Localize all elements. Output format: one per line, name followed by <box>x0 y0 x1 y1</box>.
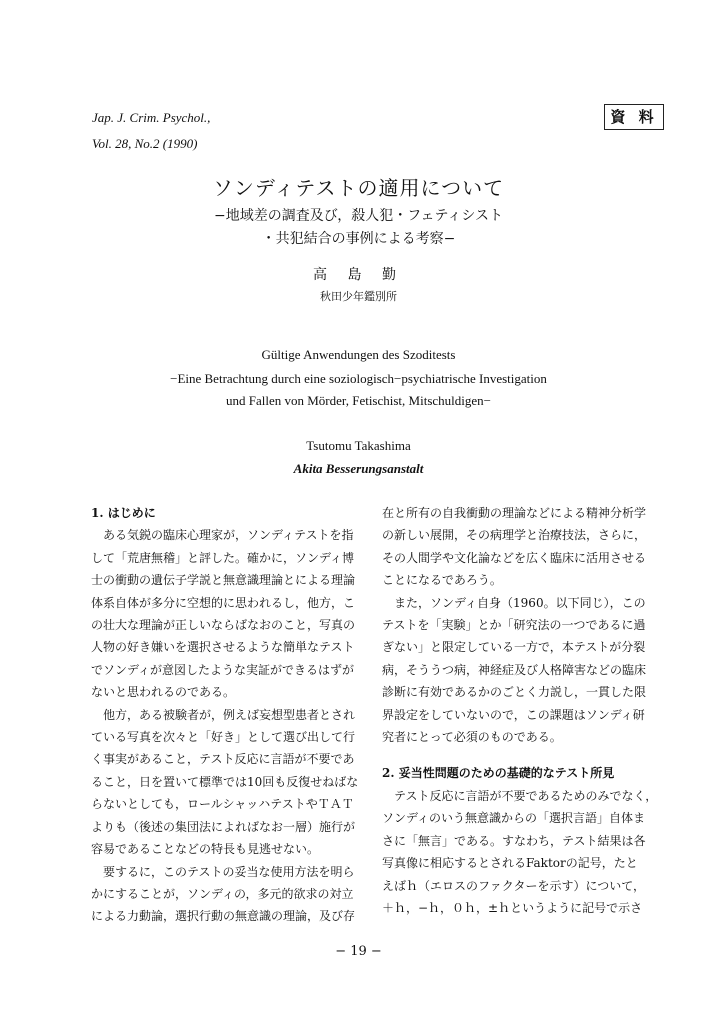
english-affiliation: Akita Besserungsanstalt <box>293 461 424 476</box>
text-line: ことになるであろう。 <box>382 573 502 588</box>
text-line: また，ソンディ自身（1960。以下同じ），この <box>382 595 646 610</box>
journal-name: Jap. J. Crim. Psychol., <box>92 110 211 125</box>
subtitle-line-1: −地域差の調査及び，殺人犯・フェティシスト <box>214 208 503 224</box>
left-column-body <box>91 524 367 927</box>
author-name: 高 島 勤 <box>313 267 404 283</box>
text-line: 写真像に相応するとされるFaktorの記号，たと <box>382 856 638 871</box>
page-number: − 19 − <box>335 944 382 959</box>
text-line: らないとしても，ロールシャッハテストやＴＡＴ <box>91 797 354 812</box>
right-column-body-a <box>382 502 658 748</box>
text-line: えばｈ（エロスのファクターを示す）について， <box>382 878 646 893</box>
text-line: テスト反応に言語が不要であるためのみでなく， <box>382 788 658 803</box>
text-line: の壮大な理論が正しいならばなおのこと，写真の <box>91 618 356 633</box>
text-line: 在と所有の自我衝動の理論などによる精神分析学 <box>382 506 647 520</box>
text-line: その人間学や文化論などを広く臨床に活用させる <box>382 550 647 565</box>
text-line: ている写真を次々と「好き」として選び出して行 <box>91 730 356 745</box>
subtitle-line-2: ・共犯結合の事例による考察− <box>261 231 456 247</box>
paper-title: ソンディテストの適用について <box>212 176 505 200</box>
author-affiliation: 秋田少年鑑別所 <box>320 290 397 303</box>
section-heading-1: 1. はじめに <box>91 506 156 520</box>
text-line: ぎない」と限定している一方で，本テストが分裂 <box>382 640 646 655</box>
text-line: 他方，ある被験者が，例えば妄想型患者とされ <box>91 707 356 722</box>
english-author-name: Tsutomu Takashima <box>306 438 411 453</box>
text-line: 要するに，このテストの妥当な使用方法を明ら <box>91 864 355 879</box>
right-column <box>382 502 658 919</box>
journal-volume: Vol. 28, No.2 (1990) <box>92 136 198 151</box>
text-line: 病，そううつ病，神経症及び人格障害などの臨床 <box>382 662 647 677</box>
text-line: かにすることが，ソンディの，多元的欲求の対立 <box>91 886 354 901</box>
text-line: ること，日を置いて標準では10回も反復せねばな <box>91 774 359 789</box>
text-line: テストを「実験」とか「研究法の一つであるに過 <box>382 618 646 633</box>
german-title-line-1: Gültige Anwendungen des Szoditests <box>261 347 456 362</box>
text-line: の新しい展開，その病理学と治療技法，さらに， <box>382 528 647 543</box>
text-line: ＋ｈ，−ｈ，０ｈ，±ｈというように記号で示さ <box>382 900 643 915</box>
text-line: ないと思われるのである。 <box>91 685 236 700</box>
text-line: 究者にとって必須のものである。 <box>382 730 562 745</box>
text-line: 人物の好き嫌いを選択させるような簡単なテスト <box>91 640 355 655</box>
text-line: 診断に有効であるかのごとく力説し，一貫した限 <box>382 685 647 700</box>
text-line: して「荒唐無稽」と評した。確かに，ソンディ博 <box>91 550 355 565</box>
text-line: さに「無言」である。すなわち，テスト結果は各 <box>382 833 646 848</box>
text-line: 体系自体が多分に空想的に思われるし，他方，こ <box>91 595 356 610</box>
text-line: 士の衝動の遺伝子学説と無意識理論とによる理論 <box>91 573 356 588</box>
text-line: ある気鋭の臨床心理家が，ソンディテストを指 <box>91 528 354 543</box>
text-line: ソンディのいう無意識からの「選択言語」自体ま <box>382 811 646 826</box>
text-line: による力動論，選択行動の無意識の理論，及び存 <box>91 909 356 924</box>
left-column <box>91 502 367 928</box>
right-column-body-b <box>382 785 658 919</box>
section-heading-2: 2. 妥当性問題のための基礎的なテスト所見 <box>382 766 615 781</box>
section-tag: 資 料 <box>604 104 664 130</box>
text-line: く事実があること，テスト反応に言語が不要であ <box>91 752 355 767</box>
text-line: 容易であることなどの特長も見逃せない。 <box>91 842 320 857</box>
german-title-line-3: und Fallen von Mörder, Fetischist, Mitschuldigen− <box>226 393 491 408</box>
german-title-line-2: −Eine Betrachtung durch eine soziologisch−psychiatrische Investigation <box>170 371 547 386</box>
text-line: よりも（後述の集団法によればなお一層）施行が <box>91 819 356 834</box>
text-line: でソンディが意図したような実証ができるはずが <box>91 662 355 677</box>
text-line: 界設定をしていないので，この課題はソンディ研 <box>382 707 645 722</box>
